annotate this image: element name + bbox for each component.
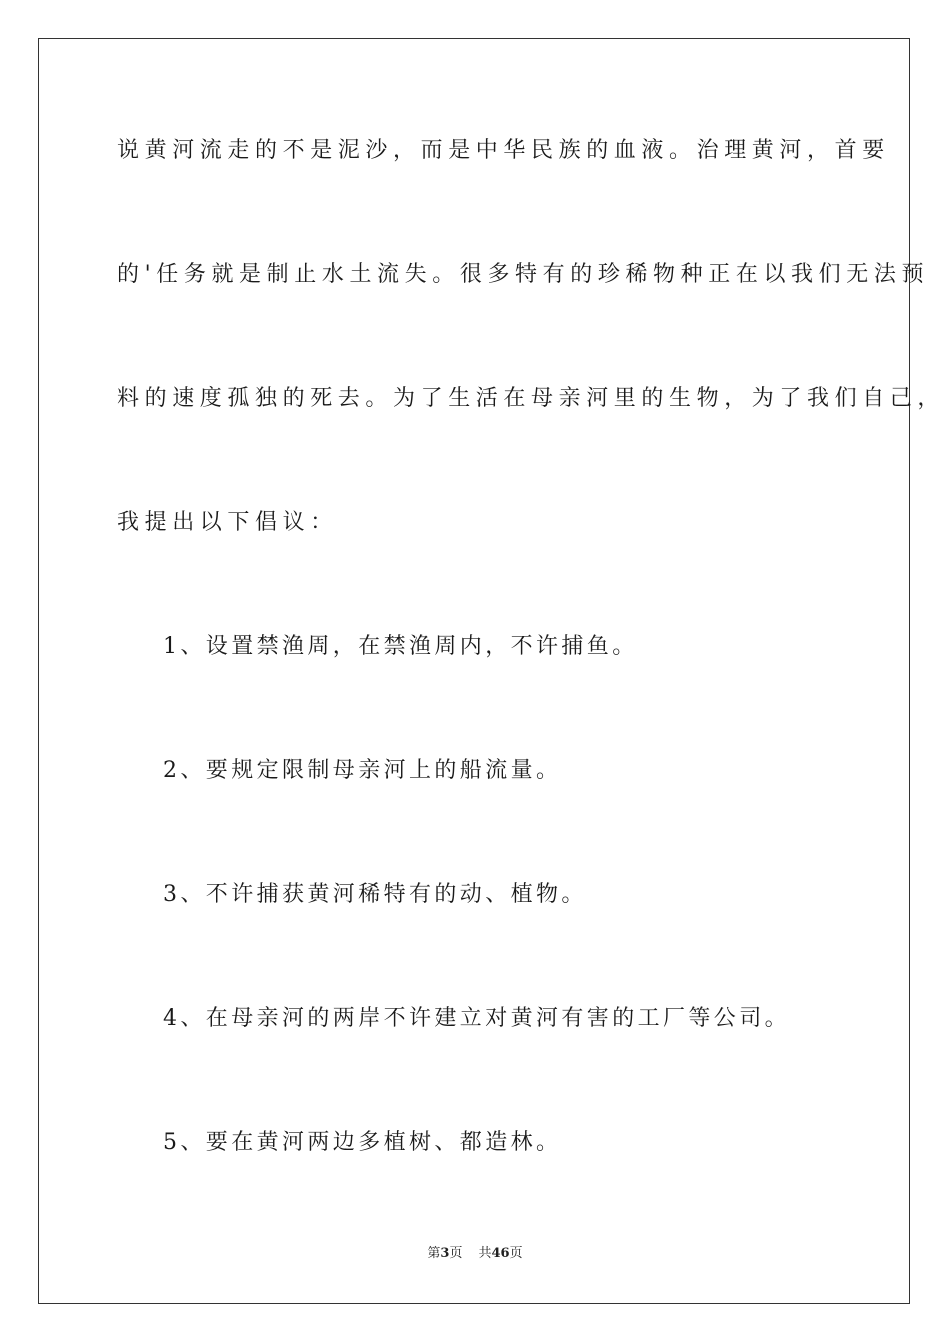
proposal-item-3: 3、不许捕获黄河稀特有的动、植物。	[163, 882, 587, 907]
page-footer	[0, 1245, 950, 1263]
body-line-3: 料的速度孤独的死去。为了生活在母亲河里的生物，为了我们自己，	[117, 386, 946, 411]
proposal-item-1: 1、设置禁渔周，在禁渔周内，不许捕鱼。	[163, 634, 638, 659]
page-indicator: 第3页	[427, 1246, 463, 1261]
proposal-item-2: 2、要规定限制母亲河上的船流量。	[163, 758, 562, 783]
body-line-2: 的'任务就是制止水土流失。很多特有的珍稀物种正在以我们无法预	[117, 262, 930, 287]
total-pages-indicator: 共46页	[478, 1246, 523, 1261]
body-line-1: 说黄河流走的不是泥沙，而是中华民族的血液。治理黄河，首要	[117, 138, 890, 163]
body-line-4: 我提出以下倡议：	[117, 510, 338, 535]
page-border	[38, 38, 910, 1304]
proposal-item-5: 5、要在黄河两边多植树、都造林。	[163, 1130, 562, 1155]
proposal-item-4: 4、在母亲河的两岸不许建立对黄河有害的工厂等公司。	[163, 1006, 790, 1031]
